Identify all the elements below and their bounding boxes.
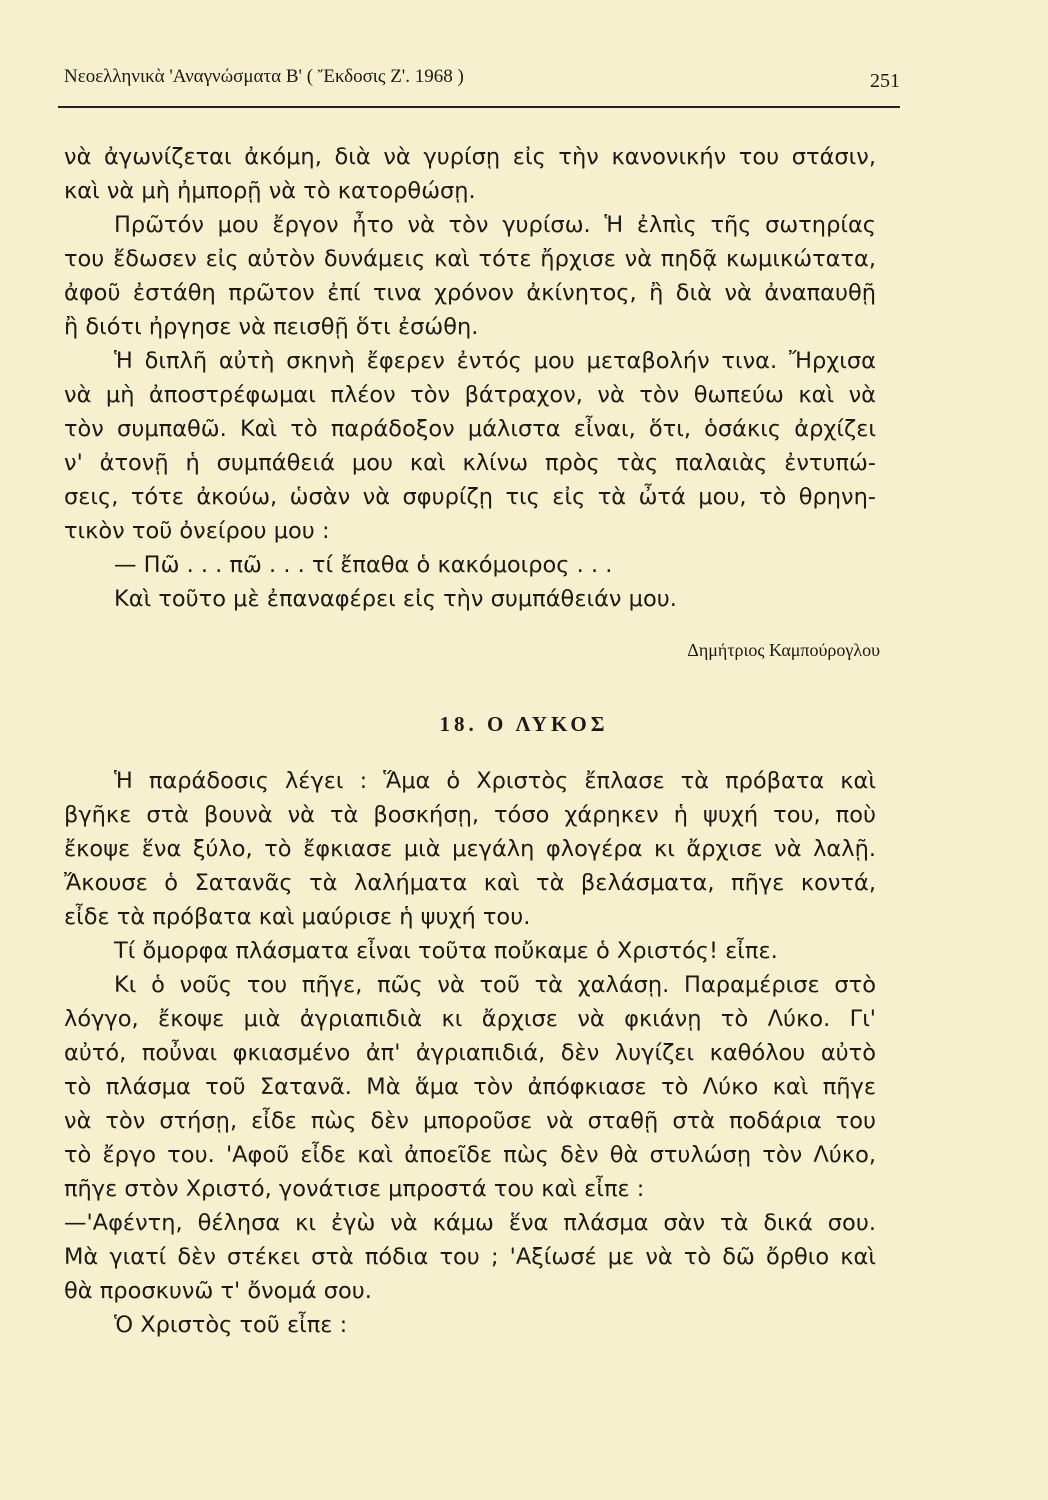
story-ending-text bbox=[64, 140, 876, 616]
text-line: Κι ὁ νοῦς του πῆγε, πῶς νὰ τοῦ τὰ χαλάσῃ. Παραμέρισε στὸ bbox=[114, 972, 876, 998]
text-line: ἔκοψε ἕνα ξύλο, τὸ ἔφκιασε μιὰ μεγάλη φλογέρα κι ἄρχισε νὰ λαλῇ. bbox=[64, 836, 876, 862]
text-line: πῆγε στὸν Χριστό, γονάτισε μπροστά του καὶ εἶπε : bbox=[64, 1176, 645, 1202]
text-line: Ἄκουσε ὁ Σατανᾶς τὰ λαλήματα καὶ τὰ βελάσματα, πῆγε κοντά, bbox=[64, 870, 876, 896]
text-line: νὰ μὴ ἀποστρέφωμαι πλέον τὸν βάτραχον, νὰ τὸν θωπεύω καὶ νὰ bbox=[64, 382, 876, 408]
text-line: Ἡ παράδοσις λέγει : Ἅμα ὁ Χριστὸς ἔπλασε τὰ πρόβατα καὶ bbox=[114, 768, 876, 794]
page-number: 251 bbox=[870, 70, 900, 92]
text-line: σεις, τότε ἀκούω, ὡσὰν νὰ σφυρίζῃ τις εἰς τὰ ὦτά μου, τὸ θρηνη- bbox=[64, 484, 876, 510]
text-line: ἀφοῦ ἐστάθη πρῶτον ἐπί τινα χρόνον ἀκίνητος, ἢ διὰ νὰ ἀναπαυθῇ bbox=[64, 280, 876, 306]
running-title: Νεοελληνικὰ 'Αναγνώσματα Β' ( Ἔκδοσις Ζ'. 1968 ) bbox=[64, 66, 464, 87]
text-line: τὸ ἔργο του. 'Αφοῦ εἶδε καὶ ἀποεῖδε πὼς δὲν θὰ στυλώσῃ τὸν Λύκο, bbox=[64, 1142, 876, 1168]
text-line: Μὰ γιατί δὲν στέκει στὰ πόδια του ; 'Αξίωσέ με νὰ τὸ δῶ ὄρθιο καὶ bbox=[64, 1244, 876, 1270]
section-title: 18. Ο ΛΥΚΟΣ bbox=[439, 712, 609, 736]
text-line: νὰ τὸν στήσῃ, εἶδε πὼς δὲν μποροῦσε νὰ σταθῇ στὰ ποδάρια του bbox=[64, 1108, 876, 1134]
running-header bbox=[64, 66, 900, 92]
header-rule bbox=[58, 106, 900, 108]
text-line: καὶ νὰ μὴ ἠμπορῇ νὰ τὸ κατορθώσῃ. bbox=[64, 178, 476, 204]
text-line: — Πῶ . . . πῶ . . . τί ἔπαθα ὁ κακόμοιρος . . . bbox=[114, 552, 613, 578]
text-line: Πρῶτόν μου ἔργον ἦτο νὰ τὸν γυρίσω. Ἡ ἐλπὶς τῆς σωτηρίας bbox=[114, 212, 876, 238]
author-signature: Δημήτριος Καμπούρογλου bbox=[687, 640, 880, 660]
text-line: νὰ ἀγωνίζεται ἀκόμη, διὰ νὰ γυρίσῃ εἰς τὴν κανονικήν του στάσιν, bbox=[64, 144, 876, 170]
text-line: λόγγο, ἔκοψε μιὰ ἀγριαπιδιὰ κι ἄρχισε νὰ φκιάνῃ τὸ Λύκο. Γι' bbox=[64, 1006, 876, 1032]
story-text bbox=[64, 764, 876, 1342]
text-line: θὰ προσκυνῶ τ' ὄνομά σου. bbox=[64, 1278, 372, 1304]
text-line: αὐτό, ποὖναι φκιασμένο ἀπ' ἀγριαπιδιά, δὲν λυγίζει καθόλου αὐτὸ bbox=[64, 1040, 876, 1066]
text-line: βγῆκε στὰ βουνὰ νὰ τὰ βοσκήσῃ, τόσο χάρηκεν ἡ ψυχή του, ποὺ bbox=[64, 802, 876, 828]
text-line: εἶδε τὰ πρόβατα καὶ μαύρισε ἡ ψυχή του. bbox=[64, 904, 531, 930]
text-line: —'Αφέντη, θέλησα κι ἐγὼ νὰ κάμω ἕνα πλάσμα σὰν τὰ δικά σου. bbox=[64, 1210, 876, 1236]
text-line: Ἡ διπλῆ αὐτὴ σκηνὴ ἔφερεν ἐντός μου μεταβολήν τινα. Ἤρχισα bbox=[114, 348, 876, 374]
text-line: Ὁ Χριστὸς τοῦ εἶπε : bbox=[114, 1312, 348, 1338]
text-line: τὸ πλάσμα τοῦ Σατανᾶ. Μὰ ἅμα τὸν ἀπόφκιασε τὸ Λύκο καὶ πῆγε bbox=[64, 1074, 876, 1100]
text-line: Καὶ τοῦτο μὲ ἐπαναφέρει εἰς τὴν συμπάθειάν μου. bbox=[114, 586, 677, 612]
text-line: του ἔδωσεν εἰς αὐτὸν δυνάμεις καὶ τότε ἤρχισε νὰ πηδᾷ κωμικώτατα, bbox=[64, 246, 876, 272]
text-line: Τί ὄμορφα πλάσματα εἶναι τοῦτα ποὔκαμε ὁ Χριστός! εἶπε. bbox=[114, 938, 778, 964]
text-line: ν' ἀτονῇ ἡ συμπάθειά μου καὶ κλίνω πρὸς τὰς παλαιὰς ἐντυπώ- bbox=[64, 450, 876, 476]
text-line: τικὸν τοῦ ὀνείρου μου : bbox=[64, 518, 330, 544]
text-line: τὸν συμπαθῶ. Καὶ τὸ παράδοξον μάλιστα εἶναι, ὅτι, ὁσάκις ἀρχίζει bbox=[64, 416, 876, 442]
text-line: ἢ διότι ἠργησε νὰ πεισθῇ ὅτι ἐσώθη. bbox=[64, 314, 479, 340]
